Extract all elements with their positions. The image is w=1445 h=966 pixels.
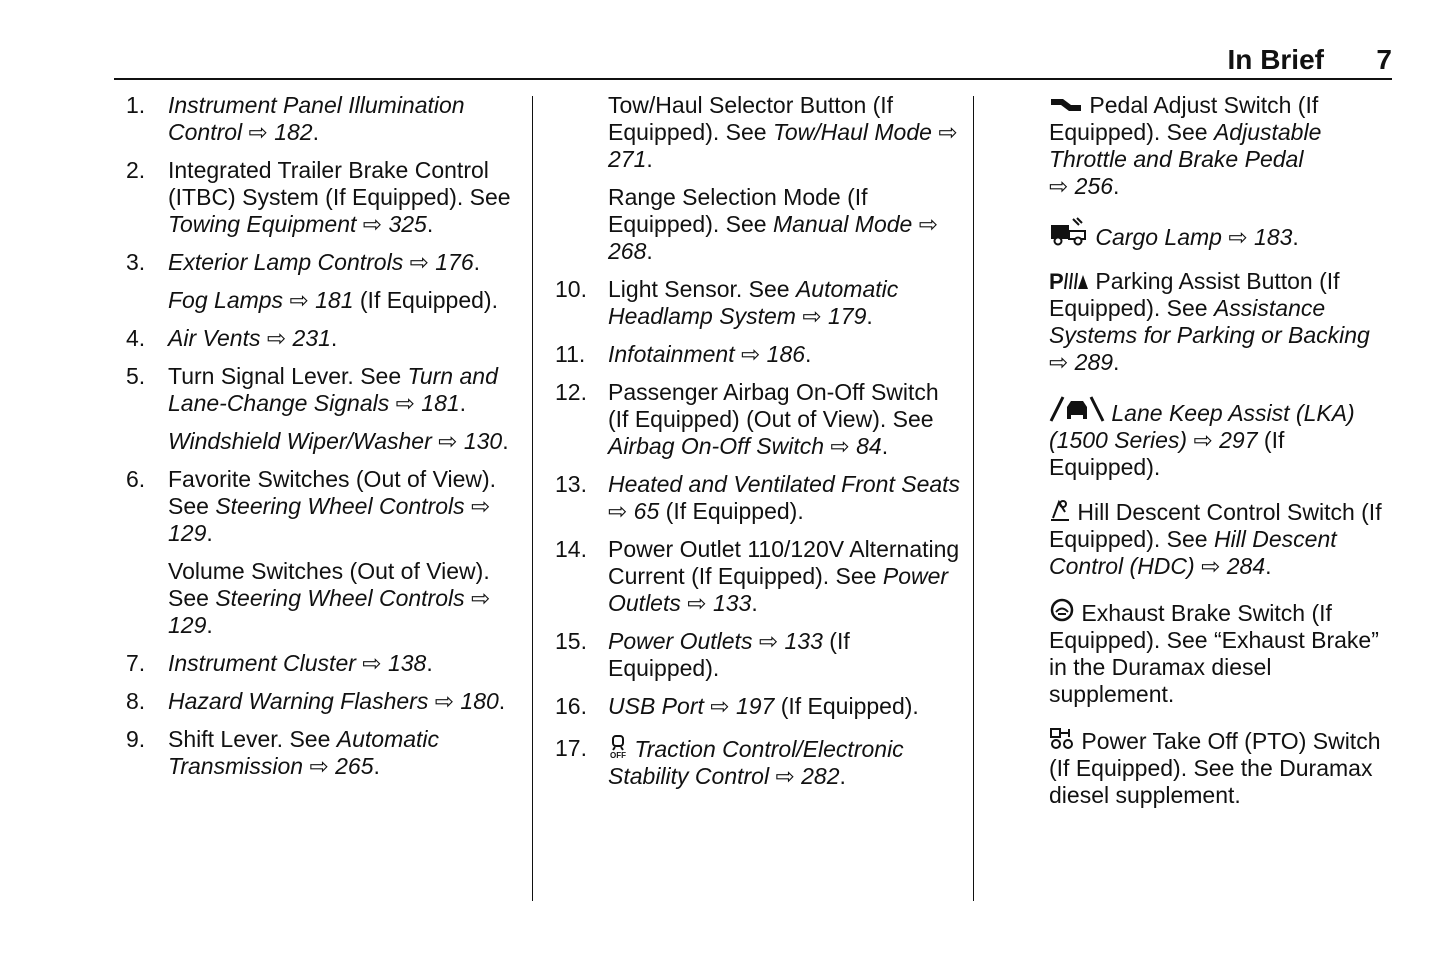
page-ref-icon: ⇨	[608, 498, 628, 524]
list-item: 6. Favorite Switches (Out of View). See Steering Wheel Controls ⇨ 129.	[126, 466, 497, 546]
page-ref-icon: ⇨	[434, 688, 455, 714]
column-1	[126, 92, 526, 791]
page-ref-icon: ⇨	[409, 249, 429, 275]
feature-item: Power Take Off (PTO) Switch (If Equipped). See the Duramax diesel supplement.	[1049, 725, 1399, 809]
list-item: 2. Integrated Trailer Brake Control (ITBC) System (If Equipped). See Towing Equipment ⇨ 325.	[126, 157, 511, 237]
svg-text:P: P	[1049, 269, 1064, 291]
list-item: 17. OFF Traction Control/Electronic Stability Control ⇨ 282.	[555, 735, 904, 789]
page-ref-icon: ⇨	[830, 433, 850, 459]
page-ref-icon: ⇨	[309, 753, 329, 779]
page-ref-icon: ⇨	[266, 325, 287, 351]
page-ref-icon: ⇨	[775, 763, 795, 789]
page-ref-icon: ⇨	[1049, 173, 1069, 199]
list-item: 1. Instrument Panel Illumination Control ⇨ 182.	[126, 92, 465, 145]
list-subitem: Range Selection Mode (If Equipped). See Manual Mode ⇨ 268.	[608, 184, 938, 264]
list-item: 13. Heated and Ventilated Front Seats ⇨ 65 (If Equipped).	[555, 471, 961, 524]
list-item: 3. Exterior Lamp Controls ⇨ 176.	[126, 249, 481, 275]
list-item: 9. Shift Lever. See Automatic Transmission ⇨ 265.	[126, 726, 440, 779]
column-3	[1049, 92, 1399, 826]
feature-item: Hill Descent Control Switch (If Equipped). See Hill Descent Control (HDC) ⇨ 284.	[1049, 499, 1382, 579]
list-item: 8. Hazard Warning Flashers ⇨ 180.	[126, 688, 506, 714]
lane-keep-assist-icon	[1049, 393, 1105, 423]
hill-descent-icon	[1049, 498, 1071, 522]
feature-item: Exhaust Brake Switch (If Equipped). See “Exhaust Brake” in the Duramax diesel supplement.	[1049, 597, 1399, 708]
exhaust-brake-icon	[1049, 597, 1075, 623]
page-ref-icon: ⇨	[362, 650, 382, 676]
list-subitem: Windshield Wiper/Washer ⇨ 130.	[168, 428, 509, 454]
feature-item: Pedal Adjust Switch (If Equipped). See Adjustable Throttle and Brake Pedal ⇨ 256.	[1049, 92, 1322, 199]
page-header	[114, 40, 1392, 80]
page-ref-icon: ⇨	[248, 119, 268, 145]
power-take-off-icon	[1049, 725, 1075, 751]
list-item: 10. Light Sensor. See Automatic Headlamp System ⇨ 179.	[555, 276, 899, 329]
page-ref-icon: ⇨	[740, 341, 761, 367]
list-item: 11. Infotainment ⇨ 186.	[555, 341, 812, 367]
page-ref-icon: ⇨	[758, 628, 779, 654]
list-item: 7. Instrument Cluster ⇨ 138.	[126, 650, 433, 676]
page-ref-icon: ⇨	[802, 303, 822, 329]
column-divider	[532, 96, 533, 901]
list-item: 16. USB Port ⇨ 197 (If Equipped).	[555, 693, 919, 719]
list-item: 14. Power Outlet 110/120V Alternating Current (If Equipped). See Power Outlets ⇨ 133.	[555, 536, 960, 616]
page-ref-icon: ⇨	[918, 211, 938, 237]
parking-assist-icon	[1049, 269, 1089, 291]
list-subitem: Tow/Haul Selector Button (If Equipped). See Tow/Haul Mode ⇨ 271.	[608, 92, 958, 172]
feature-item: Cargo Lamp ⇨ 183.	[1049, 217, 1399, 251]
page-ref-icon: ⇨	[687, 590, 707, 616]
column-divider	[973, 96, 974, 901]
cargo-lamp-icon	[1049, 217, 1089, 247]
page-ref-icon: ⇨	[1193, 427, 1213, 453]
page-ref-icon: ⇨	[362, 211, 383, 237]
page-ref-icon: ⇨	[471, 493, 491, 519]
page-ref-icon: ⇨	[938, 119, 958, 145]
page-title: In Brief	[1227, 44, 1324, 75]
column-2	[555, 92, 965, 801]
list-item: 5. Turn Signal Lever. See Turn and Lane-Change Signals ⇨ 181.	[126, 363, 498, 416]
feature-item: Lane Keep Assist (LKA) (1500 Series) ⇨ 297 (If Equipped).	[1049, 393, 1399, 481]
page-ref-icon: ⇨	[395, 390, 415, 416]
traction-control-off-icon	[608, 735, 628, 759]
list-subitem: Volume Switches (Out of View). See Steering Wheel Controls ⇨ 129.	[168, 558, 491, 638]
page-ref-icon: ⇨	[710, 693, 730, 719]
list-subitem: Fog Lamps ⇨ 181 (If Equipped).	[168, 287, 498, 313]
pedal-adjust-icon	[1049, 95, 1083, 115]
page-ref-icon: ⇨	[471, 585, 491, 611]
page-ref-icon: ⇨	[1201, 553, 1221, 579]
svg-text:OFF: OFF	[610, 751, 626, 759]
list-item: 15. Power Outlets ⇨ 133 (If Equipped).	[555, 628, 850, 681]
page-ref-icon: ⇨	[289, 287, 309, 313]
feature-item: P Parking Assist Button (If Equipped). See Assistance Systems for Parking or Backing ⇨ 289.	[1049, 268, 1370, 375]
page-ref-icon: ⇨	[1228, 224, 1248, 250]
list-item: 12. Passenger Airbag On-Off Switch (If Equipped) (Out of View). See Airbag On-Off Switch ⇨ 84.	[555, 379, 939, 459]
page-number: 7	[1376, 44, 1392, 75]
list-item: 4. Air Vents ⇨ 231.	[126, 325, 338, 351]
page-ref-icon: ⇨	[438, 428, 458, 454]
page-ref-icon: ⇨	[1049, 349, 1069, 375]
